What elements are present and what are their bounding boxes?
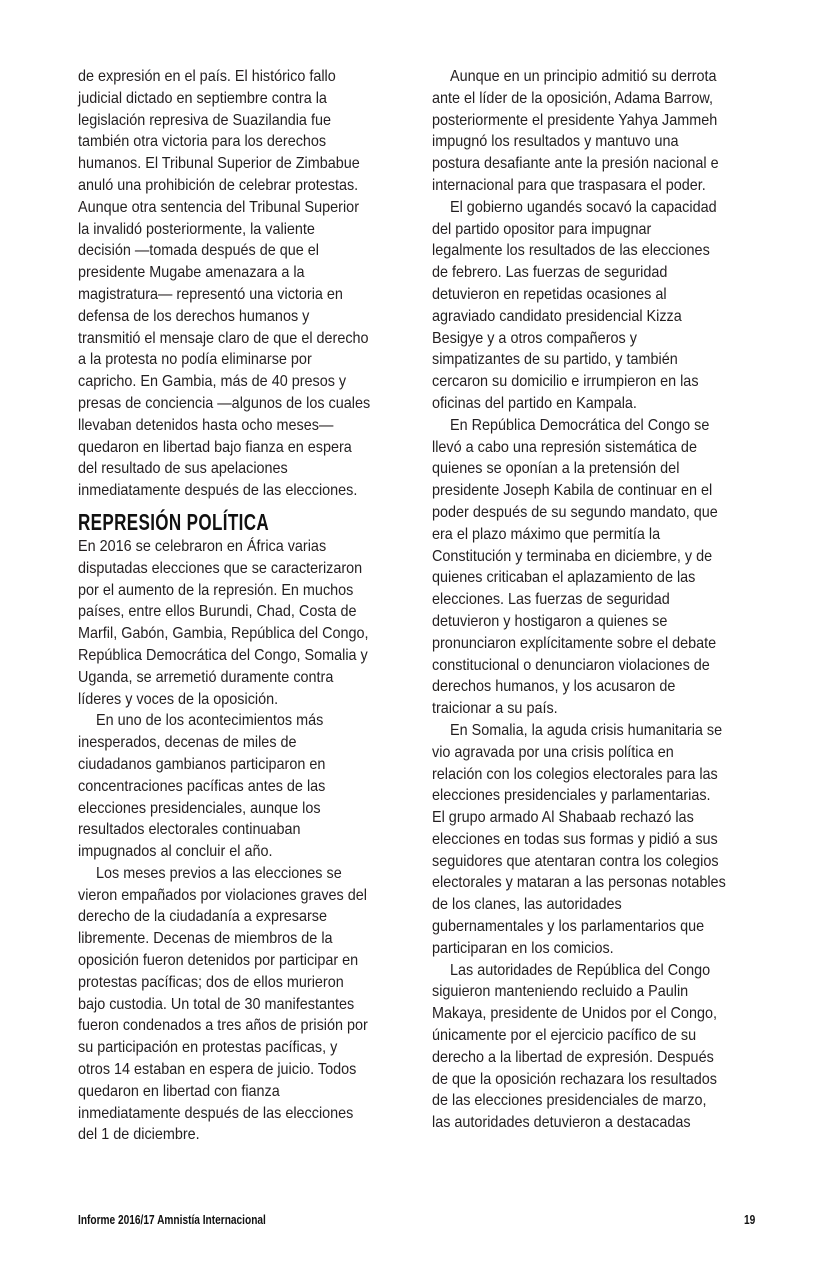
text-line: Aunque en un principio admitió su derrota bbox=[450, 68, 717, 85]
text-line: de expresión en el país. El histórico fallo bbox=[78, 68, 336, 85]
paragraph bbox=[78, 863, 418, 1146]
text-line: quienes se oponían a la pretensión del bbox=[432, 460, 680, 478]
paragraph bbox=[78, 710, 418, 863]
text-line: detuvieron y hostigaron a quienes se bbox=[432, 612, 668, 630]
left-column bbox=[78, 66, 418, 1146]
text-line: detuvieron en repetidas ocasiones al bbox=[432, 285, 667, 303]
text-line: llevó a cabo una represión sistemática de bbox=[432, 438, 697, 456]
text-line: elecciones. Las fuerzas de seguridad bbox=[432, 591, 670, 609]
text-line: por el aumento de la represión. En muchos bbox=[78, 581, 354, 599]
text-line: derecho de la ciudadanía a expresarse bbox=[78, 908, 327, 926]
text-line: postura desafiante ante la presión nacional e bbox=[432, 155, 719, 173]
text-line: derechos humanos, y los acusaron de bbox=[432, 678, 676, 696]
text-line: bajo custodia. Un total de 30 manifestantes bbox=[78, 995, 355, 1013]
text-line: gubernamentales y los parlamentarios que bbox=[432, 918, 705, 936]
text-line: oposición fueron detenidos por participar en bbox=[78, 952, 359, 970]
paragraph bbox=[432, 415, 772, 720]
text-line: participaran en los comicios. bbox=[432, 939, 614, 957]
text-line: concentraciones pacíficas antes de las bbox=[78, 777, 326, 795]
text-line: inesperados, decenas de miles de bbox=[78, 734, 297, 752]
right-column bbox=[432, 66, 772, 1134]
text-line: a la protesta no podía eliminarse por bbox=[78, 351, 312, 369]
text-line: anuló una prohibición de celebrar protestas. bbox=[78, 176, 359, 194]
text-line: pronunciaron explícitamente sobre el debate bbox=[432, 634, 717, 652]
text-line: también otra victoria para los derechos bbox=[78, 133, 327, 151]
text-line: la invalidó posteriormente, la valiente bbox=[78, 220, 315, 238]
text-line: cercaron su domicilio e irrumpieron en las bbox=[432, 373, 699, 391]
text-line: legislación represiva de Suazilandia fue bbox=[78, 111, 331, 129]
footer-publication-title: Informe 2016/17 Amnistía Internacional bbox=[78, 1212, 266, 1227]
text-line: protestas pacíficas; dos de ellos murieron bbox=[78, 973, 344, 991]
text-line: quienes criticaban el aplazamiento de las bbox=[432, 569, 696, 587]
text-line: elecciones presidenciales, aunque los bbox=[78, 799, 321, 817]
text-line: El gobierno ugandés socavó la capacidad bbox=[450, 198, 717, 216]
text-line: seguidores que atentaran contra los colegios bbox=[432, 852, 719, 870]
text-line: simpatizantes de su partido, y también bbox=[432, 351, 678, 369]
paragraph bbox=[432, 197, 772, 415]
text-line: era el plazo máximo que permitía la bbox=[432, 525, 661, 543]
text-line: constitucional o denunciaron violaciones de bbox=[432, 656, 710, 674]
text-line: capricho. En Gambia, más de 40 presos y bbox=[78, 373, 347, 391]
text-line: libremente. Decenas de miembros de la bbox=[78, 930, 333, 948]
text-line: judicial dictado en septiembre contra la bbox=[78, 89, 327, 107]
text-line: de que la oposición rechazara los resultados bbox=[432, 1070, 717, 1088]
text-line: fueron condenados a tres años de prisión por bbox=[78, 1017, 368, 1035]
text-line: decisión —tomada después de que el bbox=[78, 242, 319, 260]
text-line: traicionar a su país. bbox=[432, 700, 558, 718]
text-line: quedaron en libertad con fianza bbox=[78, 1082, 280, 1100]
text-line: de los clanes, las autoridades bbox=[432, 896, 622, 914]
text-line: magistratura— representó una victoria en bbox=[78, 285, 343, 303]
text-line: otros 14 estaban en espera de juicio. Todos bbox=[78, 1061, 357, 1079]
text-line: El grupo armado Al Shabaab rechazó las bbox=[432, 809, 694, 827]
text-line: su participación en protestas pacíficas, y bbox=[78, 1039, 338, 1057]
text-line: del 1 de diciembre. bbox=[78, 1126, 200, 1144]
text-line: siguieron manteniendo recluido a Paulin bbox=[432, 983, 689, 1001]
text-line: oficinas del partido en Kampala. bbox=[432, 394, 637, 412]
text-line: derecho a la libertad de expresión. Después bbox=[432, 1048, 714, 1066]
text-line: resultados electorales continuaban bbox=[78, 821, 301, 839]
text-line: las autoridades detuvieron a destacadas bbox=[432, 1114, 691, 1132]
text-line: elecciones presidenciales y parlamentarias. bbox=[432, 787, 711, 805]
text-line: de febrero. Las fuerzas de seguridad bbox=[432, 264, 668, 282]
paragraph bbox=[78, 536, 418, 710]
paragraph bbox=[78, 66, 418, 502]
text-line: disputadas elecciones que se caracterizaron bbox=[78, 559, 363, 577]
text-line: de las elecciones presidenciales de marzo, bbox=[432, 1092, 707, 1110]
text-line: llevaban detenidos hasta ocho meses— bbox=[78, 416, 334, 434]
text-line: Constitución y terminaba en diciembre, y de bbox=[432, 547, 713, 565]
text-line: relación con los colegios electorales para las bbox=[432, 765, 718, 783]
text-line: defensa de los derechos humanos y bbox=[78, 307, 310, 325]
page-number: 19 bbox=[744, 1212, 756, 1227]
text-line: impugnados al concluir el año. bbox=[78, 843, 273, 861]
section-heading: REPRESIÓN POLÍTICA bbox=[78, 508, 270, 535]
text-line: impugnó los resultados y mantuvo una bbox=[432, 133, 679, 151]
text-line: electorales y mataran a las personas notables bbox=[432, 874, 726, 892]
text-line: Aunque otra sentencia del Tribunal Superior bbox=[78, 198, 359, 216]
text-line: posteriormente el presidente Yahya Jammeh bbox=[432, 111, 718, 129]
text-line: En República Democrática del Congo se bbox=[450, 416, 710, 434]
paragraph bbox=[432, 960, 772, 1134]
text-line: países, entre ellos Burundi, Chad, Costa de bbox=[78, 603, 357, 621]
text-line: del partido opositor para impugnar bbox=[432, 220, 652, 238]
text-line: Makaya, presidente de Unidos por el Congo, bbox=[432, 1005, 717, 1023]
text-line: vieron empañados por violaciones graves del bbox=[78, 886, 367, 904]
text-line: únicamente por el ejercicio pacífico de su bbox=[432, 1027, 697, 1045]
text-line: inmediatamente después de las elecciones. bbox=[78, 482, 358, 500]
text-line: Marfil, Gabón, Gambia, República del Congo, bbox=[78, 625, 369, 643]
text-line: elecciones en todas sus formas y pidió a sus bbox=[432, 830, 718, 848]
text-line: presidente Joseph Kabila de continuar en el bbox=[432, 482, 713, 500]
text-line: inmediatamente después de las elecciones bbox=[78, 1104, 354, 1122]
text-line: Los meses previos a las elecciones se bbox=[96, 864, 342, 882]
text-line: poder después de su segundo mandato, que bbox=[432, 503, 718, 521]
text-line: presas de conciencia —algunos de los cuales bbox=[78, 394, 371, 412]
text-line: Las autoridades de República del Congo bbox=[450, 961, 711, 979]
paragraph bbox=[432, 66, 772, 197]
text-line: humanos. El Tribunal Superior de Zimbabue bbox=[78, 155, 360, 173]
text-line: En 2016 se celebraron en África varias bbox=[78, 537, 327, 555]
text-line: vio agravada por una crisis política en bbox=[432, 743, 674, 761]
text-line: En uno de los acontecimientos más bbox=[96, 712, 324, 730]
text-line: República Democrática del Congo, Somalia y bbox=[78, 646, 368, 664]
text-line: legalmente los resultados de las elecciones bbox=[432, 242, 710, 260]
paragraph bbox=[432, 720, 772, 960]
text-line: quedaron en libertad bajo fianza en espera bbox=[78, 438, 352, 456]
text-line: líderes y voces de la oposición. bbox=[78, 690, 279, 708]
text-line: Besigye y a otros compañeros y bbox=[432, 329, 637, 347]
text-line: internacional para que traspasara el poder. bbox=[432, 176, 706, 194]
text-line: presidente Mugabe amenazara a la bbox=[78, 264, 305, 282]
text-line: ciudadanos gambianos participaron en bbox=[78, 755, 326, 773]
text-line: agraviado candidato presidencial Kizza bbox=[432, 307, 682, 325]
text-line: ante el líder de la oposición, Adama Barrow, bbox=[432, 89, 713, 107]
text-line: En Somalia, la aguda crisis humanitaria se bbox=[450, 721, 723, 739]
text-line: Uganda, se arremetió duramente contra bbox=[78, 668, 334, 686]
text-line: transmitió el mensaje claro de que el derecho bbox=[78, 329, 369, 347]
text-line: del resultado de sus apelaciones bbox=[78, 460, 288, 478]
